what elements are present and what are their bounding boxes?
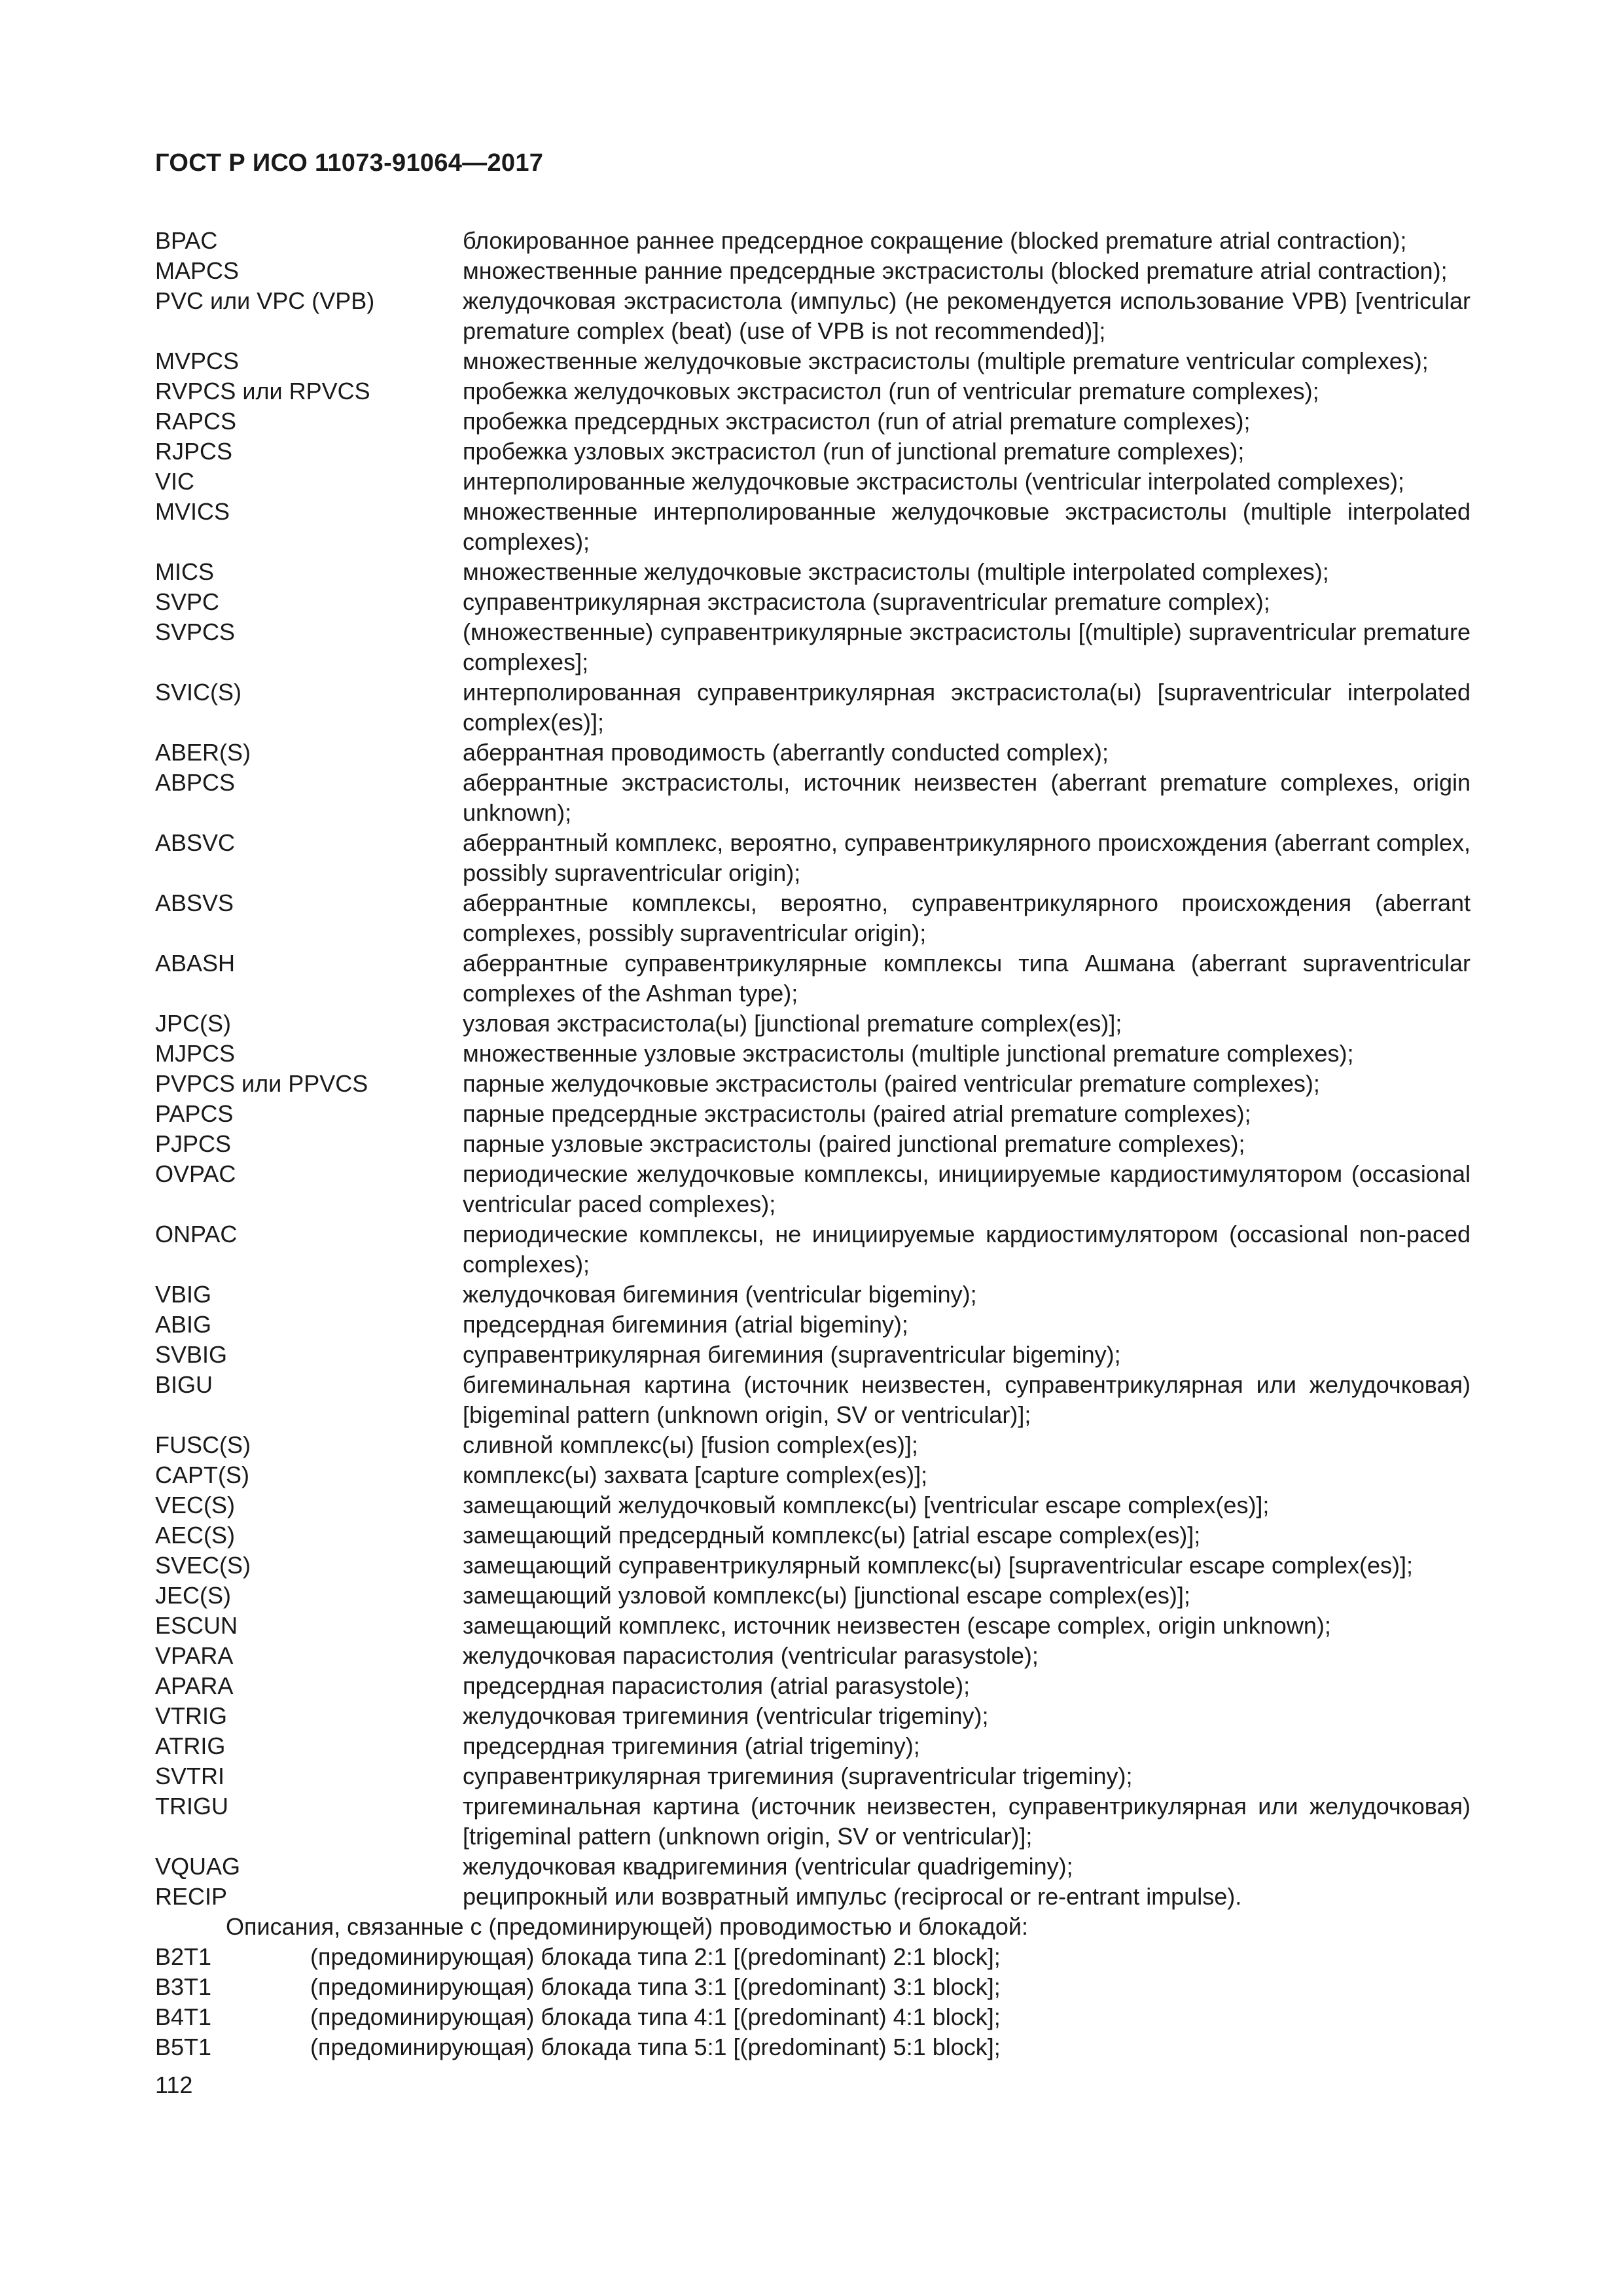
abbreviation-definition: периодические комплексы, не инициируемые кардиостимулятором (occasional non-paced complexes); — [463, 1221, 1471, 1278]
abbreviation-term: B3T1 — [155, 1973, 212, 2000]
page-number: 112 — [155, 2072, 193, 2098]
abbreviation-definition: аберрантные комплексы, вероятно, суправентрикулярного происхождения (aberrant complexes, possibly supraventricular origin); — [463, 889, 1471, 946]
abbreviation-term: ABSVC — [155, 829, 236, 856]
abbreviation-term: OVPAC — [155, 1160, 236, 1187]
list-item — [155, 738, 1471, 768]
list-item — [155, 617, 1471, 677]
list-item — [155, 888, 1471, 948]
abbreviation-term: ABIG — [155, 1311, 212, 1338]
list-item — [155, 226, 1471, 256]
abbreviation-term: ABER(S) — [155, 739, 251, 766]
abbreviation-definition: желудочковая экстрасистола (импульс) (не рекомендуется использование VPB) [ventricular premature complex (beat) (use of VPB is not recommended)]; — [463, 287, 1471, 344]
list-item — [155, 2032, 1471, 2062]
abbreviation-definition: аберрантный комплекс, вероятно, суправентрикулярного происхождения (aberrant complex, possibly supraventricular origin); — [463, 829, 1471, 886]
abbreviation-term: APARA — [155, 1672, 234, 1699]
list-item — [155, 1611, 1471, 1641]
abbreviation-term: SVPCS — [155, 619, 236, 645]
abbreviation-term: ATRIG — [155, 1732, 226, 1759]
abbreviation-definition: реципрокный или возвратный импульс (reciprocal or re-entrant impulse). — [463, 1883, 1242, 1910]
list-item — [155, 1009, 1471, 1039]
abbreviation-term: RAPCS — [155, 408, 237, 435]
list-item — [155, 256, 1471, 286]
abbreviation-term: SVTRI — [155, 1763, 225, 1789]
abbreviation-term: ABASH — [155, 950, 236, 977]
abbreviation-definition: желудочковая бигеминия (ventricular bigeminy); — [463, 1281, 977, 1308]
abbreviation-definition: узловая экстрасистола(ы) [junctional premature complex(es)]; — [463, 1010, 1122, 1037]
abbreviation-term: SVPC — [155, 588, 220, 615]
list-item — [155, 1340, 1471, 1370]
abbreviation-definition: пробежка желудочковых экстрасистол (run of ventricular premature complexes); — [463, 378, 1319, 404]
list-item — [155, 406, 1471, 437]
abbreviation-definition: бигеминальная картина (источник неизвестен, суправентрикулярная или желудочковая) [bigeminal pattern (unknown origin, SV or ventricular)]; — [463, 1371, 1471, 1428]
list-item — [155, 1370, 1471, 1430]
abbreviation-definition: множественные желудочковые экстрасистолы (multiple premature ventricular complexes); — [463, 348, 1429, 374]
abbreviation-term: MICS — [155, 558, 214, 585]
abbreviation-definition: желудочковая парасистолия (ventricular parasystole); — [463, 1642, 1039, 1669]
abbreviation-definition: суправентрикулярная бигеминия (supraventricular bigeminy); — [463, 1341, 1121, 1368]
abbreviation-definition: комплекс(ы) захвата [capture complex(es)]; — [463, 1462, 928, 1488]
abbreviation-term: SVIC(S) — [155, 679, 242, 706]
abbreviation-term: ABPCS — [155, 769, 236, 796]
abbreviation-term: VPARA — [155, 1642, 234, 1669]
entry-container — [155, 226, 1471, 1912]
list-item — [155, 1731, 1471, 1761]
abbreviation-term: PVC или VPC (VPB) — [155, 287, 375, 314]
abbreviation-definition: множественные ранние предсердные экстрасистолы (blocked premature atrial contraction); — [463, 257, 1448, 284]
abbreviation-term: TRIGU — [155, 1793, 228, 1820]
list-item — [155, 286, 1471, 346]
abbreviation-term: VBIG — [155, 1281, 212, 1308]
abbreviation-term: RJPCS — [155, 438, 233, 465]
abbreviation-term: SVEC(S) — [155, 1552, 251, 1579]
list-item — [155, 1641, 1471, 1671]
list-item — [155, 1159, 1471, 1219]
abbreviation-term: MJPCS — [155, 1040, 236, 1067]
list-item — [155, 437, 1471, 467]
abbreviation-term: BPAC — [155, 227, 218, 254]
list-item — [155, 1219, 1471, 1280]
abbreviation-term: VIC — [155, 468, 195, 495]
list-item — [155, 1671, 1471, 1701]
list-item — [155, 1069, 1471, 1099]
abbreviation-definition: парные желудочковые экстрасистолы (paired ventricular premature complexes); — [463, 1070, 1320, 1097]
abbreviation-term: FUSC(S) — [155, 1431, 251, 1458]
abbreviation-definition: пробежка узловых экстрасистол (run of junctional premature complexes); — [463, 438, 1245, 465]
list-item — [155, 1551, 1471, 1581]
list-item — [155, 1430, 1471, 1460]
abbreviation-definition: интерполированная суправентрикулярная экстрасистола(ы) [supraventricular interpolated complex(es)]; — [463, 679, 1471, 736]
abbreviation-definition: пробежка предсердных экстрасистол (run of atrial premature complexes); — [463, 408, 1251, 435]
abbreviation-definition: предсердная парасистолия (atrial parasystole); — [463, 1672, 971, 1699]
abbreviation-term: CAPT(S) — [155, 1462, 249, 1488]
abbreviation-term: B5T1 — [155, 2034, 212, 2060]
abbreviation-definition: множественные узловые экстрасистолы (multiple junctional premature complexes); — [463, 1040, 1354, 1067]
abbreviation-definition: аберрантные экстрасистолы, источник неизвестен (aberrant premature complexes, origin unknown); — [463, 769, 1471, 826]
abbreviation-definition: суправентрикулярная тригеминия (supraventricular trigeminy); — [463, 1763, 1133, 1789]
list-item — [155, 497, 1471, 557]
list-item — [155, 768, 1471, 828]
abbreviation-term: MVICS — [155, 498, 230, 525]
list-item — [155, 1882, 1471, 1912]
abbreviation-definition: замещающий желудочковый комплекс(ы) [ventricular escape complex(es)]; — [463, 1492, 1270, 1518]
list-item — [155, 1972, 1471, 2002]
abbreviation-definition: замещающий узловой комплекс(ы) [junctional escape complex(es)]; — [463, 1582, 1190, 1609]
list-item — [155, 1039, 1471, 1069]
abbreviation-term: RECIP — [155, 1883, 228, 1910]
list-item — [155, 828, 1471, 888]
abbreviation-term: B4T1 — [155, 2003, 212, 2030]
abbreviation-definition: парные узловые экстрасистолы (paired junctional premature complexes); — [463, 1130, 1245, 1157]
abbreviation-definition: замещающий предсердный комплекс(ы) [atrial escape complex(es)]; — [463, 1522, 1201, 1549]
abbreviation-definition: желудочковая тригеминия (ventricular trigeminy); — [463, 1702, 989, 1729]
list-item — [155, 2002, 1471, 2032]
abbreviation-definition: множественные интерполированные желудочковые экстрасистолы (multiple interpolated complexes); — [463, 498, 1471, 555]
list-item — [155, 948, 1471, 1009]
abbreviation-term: ONPAC — [155, 1221, 238, 1247]
abbreviation-term: JEC(S) — [155, 1582, 231, 1609]
abbreviation-definition: замещающий комплекс, источник неизвестен (escape complex, origin unknown); — [463, 1612, 1331, 1639]
list-item — [155, 677, 1471, 738]
abbreviation-definition: желудочковая квадригеминия (ventricular quadrigeminy); — [463, 1853, 1073, 1880]
abbreviation-definition: аберрантная проводимость (aberrantly conducted complex); — [463, 739, 1109, 766]
list-item — [155, 1490, 1471, 1520]
abbreviation-term: VEC(S) — [155, 1492, 236, 1518]
abbreviation-term: RVPCS или RPVCS — [155, 378, 370, 404]
abbreviation-definition: аберрантные суправентрикулярные комплексы типа Ашмана (aberrant supraventricular complexes of the Ashman type); — [463, 950, 1471, 1007]
list-item — [155, 1520, 1471, 1551]
abbreviation-list — [155, 226, 1471, 2062]
abbreviation-term: AEC(S) — [155, 1522, 236, 1549]
abbreviation-term: PAPCS — [155, 1100, 234, 1127]
list-item — [155, 557, 1471, 587]
list-item — [155, 346, 1471, 376]
list-item — [155, 1942, 1471, 1972]
list-item — [155, 587, 1471, 617]
list-item — [155, 1581, 1471, 1611]
abbreviation-definition: блокированное раннее предсердное сокращение (blocked premature atrial contraction); — [463, 227, 1407, 254]
abbreviation-definition: периодические желудочковые комплексы, инициируемые кардиостимулятором (occasional ventricular paced complexes); — [463, 1160, 1471, 1217]
abbreviation-definition: (предоминирующая) блокада типа 2:1 [(predominant) 2:1 block]; — [310, 1943, 1001, 1970]
abbreviation-term: VTRIG — [155, 1702, 228, 1729]
abbreviation-definition: парные предсердные экстрасистолы (paired atrial premature complexes); — [463, 1100, 1251, 1127]
abbreviation-term: ABSVS — [155, 889, 234, 916]
abbreviation-definition: (множественные) суправентрикулярные экстрасистолы [(multiple) supraventricular premature complexes]; — [463, 619, 1471, 675]
abbreviation-term: MAPCS — [155, 257, 240, 284]
abbreviation-definition: (предоминирующая) блокада типа 5:1 [(predominant) 5:1 block]; — [310, 2034, 1001, 2060]
list-item — [155, 1129, 1471, 1159]
abbreviation-definition: предсердная тригеминия (atrial trigeminy); — [463, 1732, 920, 1759]
abbreviation-term: VQUAG — [155, 1853, 241, 1880]
list-item — [155, 1099, 1471, 1129]
abbreviation-definition: предсердная бигеминия (atrial bigeminy); — [463, 1311, 908, 1338]
list-item — [155, 467, 1471, 497]
list-item — [155, 376, 1471, 406]
abbreviation-definition: интерполированные желудочковые экстрасистолы (ventricular interpolated complexes); — [463, 468, 1404, 495]
section-subheading: Описания, связанные с (предоминирующей) проводимостью и блокадой: — [226, 1913, 1028, 1940]
abbreviation-term: MVPCS — [155, 348, 240, 374]
abbreviation-term: PVPCS или PPVCS — [155, 1070, 368, 1097]
abbreviation-term: BIGU — [155, 1371, 213, 1398]
list-item — [155, 1761, 1471, 1791]
abbreviation-definition: множественные желудочковые экстрасистолы (multiple interpolated complexes); — [463, 558, 1329, 585]
abbreviation-definition: (предоминирующая) блокада типа 4:1 [(predominant) 4:1 block]; — [310, 2003, 1001, 2030]
abbreviation-definition: суправентрикулярная экстрасистола (supraventricular premature complex); — [463, 588, 1270, 615]
abbreviation-term: PJPCS — [155, 1130, 232, 1157]
abbreviation-term: SVBIG — [155, 1341, 228, 1368]
list-item — [155, 1791, 1471, 1852]
abbreviation-definition: замещающий суправентрикулярный комплекс(ы) [supraventricular escape complex(es)]; — [463, 1552, 1414, 1579]
abbreviation-definition: (предоминирующая) блокада типа 3:1 [(predominant) 3:1 block]; — [310, 1973, 1001, 2000]
list-item — [155, 1701, 1471, 1731]
list-item — [155, 1280, 1471, 1310]
abbreviation-term: ESCUN — [155, 1612, 238, 1639]
page-header-title: ГОСТ Р ИСО 11073-91064—2017 — [155, 149, 544, 177]
block-entry-container — [155, 1942, 1471, 2062]
abbreviation-term: JPC(S) — [155, 1010, 231, 1037]
list-item — [155, 1852, 1471, 1882]
abbreviation-definition: тригеминальная картина (источник неизвестен, суправентрикулярная или желудочковая) [trigeminal pattern (unknown origin, SV or ventricular)]; — [463, 1793, 1471, 1850]
list-item — [155, 1310, 1471, 1340]
list-item — [155, 1460, 1471, 1490]
abbreviation-definition: сливной комплекс(ы) [fusion complex(es)]; — [463, 1431, 918, 1458]
abbreviation-term: B2T1 — [155, 1943, 212, 1970]
